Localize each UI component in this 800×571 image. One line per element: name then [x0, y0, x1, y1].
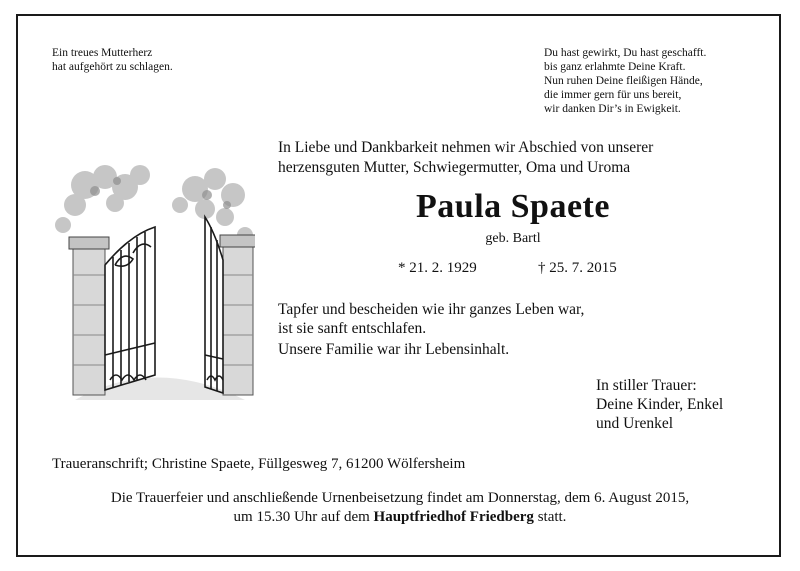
funeral-line-2-post: statt.: [533, 509, 567, 525]
funeral-line-2: [30, 508, 770, 527]
poem-left: [52, 46, 173, 74]
intro-line: herzensguten Mutter, Schwiegermutter, Oma und Uroma: [278, 159, 631, 176]
maiden-name: geb. Bartl: [485, 231, 541, 246]
cemetery-name: Hauptfriedhof Friedberg: [373, 509, 534, 525]
intro-line: In Liebe und Dankbarkeit nehmen wir Abschied von unserer: [278, 139, 654, 156]
poem-right: [544, 46, 706, 116]
poem-right-line: bis ganz erlahmte Deine Kraft.: [544, 61, 686, 73]
birth-date: * 21. 2. 1929: [398, 260, 477, 276]
verse-text: [278, 300, 584, 338]
mourners-line: und Urenkel: [596, 415, 674, 432]
family-line: Unsere Familie war ihr Lebensinhalt.: [278, 341, 510, 358]
funeral-line-2-pre: um 15.30 Uhr auf dem: [233, 509, 374, 525]
poem-right-line: die immer gern für uns bereit,: [544, 89, 682, 101]
garden-gate-illustration: [55, 165, 255, 405]
mourners-block: [596, 376, 723, 433]
mourning-address: Traueranschrift; Christine Spaete, Füllgesweg 7, 61200 Wölfersheim: [52, 456, 466, 472]
mourners-line: In stiller Trauer:: [596, 377, 697, 394]
poem-left-line: Ein treues Mutterherz: [52, 47, 153, 59]
death-date: † 25. 7. 2015: [538, 260, 617, 276]
poem-left-line: hat aufgehört zu schlagen.: [52, 61, 173, 73]
poem-right-line: Du hast gewirkt, Du hast geschafft.: [544, 47, 707, 59]
intro-text: [278, 138, 653, 178]
funeral-notice: [30, 489, 770, 527]
poem-right-line: wir danken Dir’s in Ewigkeit.: [544, 103, 681, 115]
verse-line: Tapfer und bescheiden wie ihr ganzes Leben war,: [278, 301, 585, 318]
poem-right-line: Nun ruhen Deine fleißigen Hände,: [544, 75, 703, 87]
deceased-name: Paula Spaete: [416, 188, 610, 225]
funeral-line-1: Die Trauerfeier und anschließende Urnenbeisetzung findet am Donnerstag, dem 6. August 2015,: [110, 490, 690, 506]
verse-line: ist sie sanft entschlafen.: [278, 320, 427, 337]
mourners-line: Deine Kinder, Enkel: [596, 396, 724, 413]
